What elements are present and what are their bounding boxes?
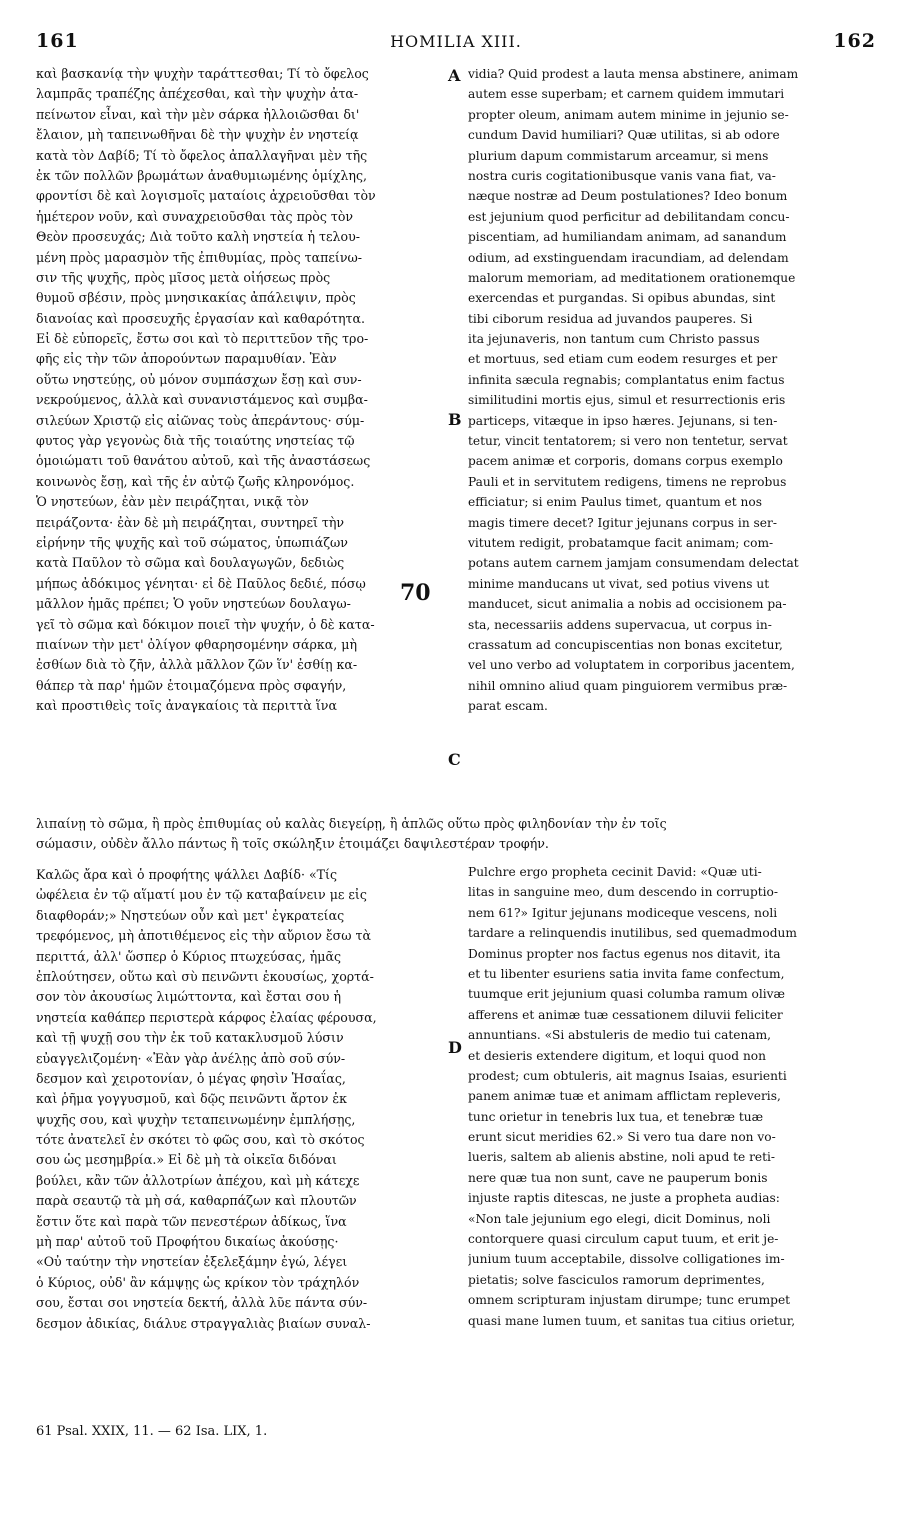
text-line: δεσμον καὶ χειροτονίαν, ὁ μέγας φησὶν Ἡσαΐας, [36,1070,346,1086]
text-line: vidia? Quid prodest a lauta mensa abstinere, animam [468,67,799,81]
text-line: lueris, saltem ab alienis abstine, noli apud te reti- [468,1150,776,1165]
text-line: κατὰ Παῦλον τὸ σῶμα καὶ δουλαγωγῶν, δεδιὼς [36,555,345,571]
text-line: θυμοῦ σβέσιν, πρὸς μνησικακίας ἀπάλειψιν, πρὸς [36,290,356,306]
text-line: γεῖ τὸ σῶμα καὶ δόκιμον ποιεῖ τὴν ψυχήν, ὁ δὲ κατα- [36,616,375,632]
text-line: injuste raptis ditescas, ne juste a propheta audias: [468,1191,780,1206]
text-line: nem 61?» Igitur jejunans modiceque vescens, noli [468,905,778,920]
text-line: autem esse superbam; et carnem quidem immutari [468,87,785,102]
text-line: particeps, vitæque in ipso hæres. Jejunans, si ten- [468,413,778,428]
text-line: λαμπρᾶς τραπέζης ἀπέχεσθαι, καὶ τὴν ψυχὴν ἀτα- [36,86,359,102]
text-line: ὠφέλεια ἐν τῷ αἵματί μου ἐν τῷ καταβαίνειν με εἰς [36,887,367,903]
text-line: βούλει, κἂν τῶν ἀλλοτρίων ἀπέχου, καὶ μὴ κάτεχε [36,1172,360,1188]
text-line: πείνωτον εἶναι, καὶ τὴν μὲν σάρκα ἠλλοιῶσθαι δι' [36,106,360,122]
text-line: ἐσθίων διὰ τὸ ζῆν, ἀλλὰ μᾶλλον ζῶν ἵν' ἐσθίῃ κα- [36,657,358,673]
text-line: καὶ τῇ ψυχῇ σου τὴν ἐκ τοῦ κατακλυσμοῦ λύσιν [36,1030,344,1046]
text-line: nere quæ tua non sunt, cave ne pauperum bonis [468,1170,768,1185]
latin-column-bottom [468,862,876,1331]
text-line: quasi mane lumen tuum, et sanitas tua citius orietur, [468,1313,796,1328]
text-line: sta, necessariis addens supervacua, ut corpus in- [468,617,772,632]
text-line: plurium dapum commistarum arceamur, si mens [468,148,769,163]
text-line: μᾶλλον ἡμᾶς πρέπει; Ὁ γοῦν νηστεύων δουλαγω- [36,596,351,612]
text-line: διανοίας καὶ προσευχῆς ἐργασίαν καὶ καθαρότητα. [36,310,365,326]
footnote: 61 Psal. XXIX, 11. — 62 Isa. LIX, 1. [36,1424,268,1439]
text-line: tibi ciborum residua ad juvandos pauperes. Si [468,311,753,326]
page-number-left: 161 [36,30,79,52]
column-number-70: 70 [400,580,431,606]
text-line: manducet, sicut animalia a nobis ad occisionem pa- [468,597,787,612]
text-line: νεκρούμενος, ἀλλὰ καὶ συνανιστάμενος καὶ συμβα- [36,392,368,408]
text-line: nostra curis cogitationibusque vanis vana fiat, va- [468,168,776,183]
text-line: et tu libenter esuriens satia invita fame confectum, [468,966,785,981]
text-line: παρὰ σεαυτῷ τὰ μὴ σά, καθαρπάζων καὶ πλουτῶν [36,1193,357,1209]
text-line: similitudini mortis ejus, simul et resurrectionis eris [468,393,786,408]
text-line: magis timere decet? Igitur jejunans corpus in ser- [468,515,777,530]
text-line: σώμασιν, οὐδὲν ἄλλο πάντως ἢ τοῖς σκώληξιν ἑτοιμάζει δαψιλεστέραν τροφήν. [36,836,549,852]
text-line: prodest; cum obtuleris, ait magnus Isaias, esurienti [468,1068,787,1083]
text-line: tuumque erit jejunium quasi columba ramum olivæ [468,987,785,1002]
text-line: Εἰ δὲ εὐπορεῖς, ἔστω σοι καὶ τὸ περιττεῦον τῆς τρο- [36,331,369,347]
text-line: φροντίσι δὲ καὶ λογισμοῖς ματαίοις ἀχρειοῦσθαι τὸν [36,188,376,204]
text-line: τρεφόμενος, μὴ ἀποτιθέμενος εἰς τὴν αὔριον ἔσω τὰ [36,928,371,944]
running-title: HOMILIA XIII. [390,32,522,51]
text-line: Pauli et in servitutem redigens, timens ne reprobus [468,474,787,489]
page-number-right: 162 [833,30,876,52]
text-line: ὁ Κύριος, οὐδ' ἂν κάμψῃς ὡς κρίκον τὸν τράχηλόν [36,1274,360,1290]
text-line: σου ὡς μεσημβρία.» Εἰ δὲ μὴ τὰ οἰκεῖα διδόναι [36,1152,337,1168]
section-marker-a: A [448,66,461,85]
page-header [36,30,876,62]
text-line: junium tuum acceptabile, dissolve colligationes im- [468,1252,785,1267]
text-line: πειράζοντα· ἐὰν δὲ μὴ πειράζηται, συντηρεῖ τὴν [36,514,345,530]
text-line: erunt sicut meridies 62.» Si vero tua dare non vo- [468,1130,776,1145]
text-line: efficiatur; si enim Paulus timet, quantum et nos [468,495,762,510]
text-line: propter oleum, animam autem minime in jejunio se- [468,107,789,122]
text-line: Pulchre ergo propheta cecinit David: «Quæ uti- [468,865,762,879]
text-line: afferens et animæ tuæ cessationem diluvii feliciter [468,1007,783,1022]
text-line: οὕτω νηστεύῃς, οὐ μόνον συμπάσχων ἔσῃ καὶ συν- [36,371,362,387]
text-line: Ὁ νηστεύων, ἐὰν μὲν πειράζηται, νικᾷ τὸν [36,494,309,510]
text-line: καὶ ῥῆμα γογγυσμοῦ, καὶ δῷς πεινῶντι ἄρτον ἐκ [36,1091,348,1107]
text-line: μὴ παρ' αὐτοῦ τοῦ Προφήτου δικαίως ἀκούσῃς· [36,1234,339,1250]
text-line: ψυχῆς σου, καὶ ψυχὴν τεταπεινωμένην ἐμπλήσῃς, [36,1111,356,1127]
text-line: σιν τῆς ψυχῆς, πρὸς μῖσος μετὰ οἰήσεως πρὸς [36,269,331,285]
text-line: σου, ἔσται σοι νηστεία δεκτή, ἀλλὰ λῦε πάντα σύν- [36,1295,368,1311]
latin-column-top [468,64,876,717]
text-line: panem animæ tuæ et animam afflictam repleveris, [468,1089,781,1104]
text-line: ἔλαιον, μὴ ταπεινωθῆναι δὲ τὴν ψυχὴν ἐν νηστείᾳ [36,127,359,143]
text-line: νηστεία καθάπερ περιστερὰ κάρφος ἐλαίας φέρουσα, [36,1009,377,1025]
text-line: næque nostræ ad Deum postulationes? Ideo bonum [468,189,788,204]
text-line: σιλεύων Χριστῷ εἰς αἰῶνας τοὺς ἀπεράντους· σύμ- [36,412,365,428]
section-marker-c: C [448,750,461,769]
text-line: κατὰ τὸν Δαβίδ; Τί τὸ ὄφελος ἀπαλλαγῆναι μὲν τῆς [36,147,368,163]
text-line: πιαίνων τὴν μετ' ὀλίγον φθαρησομένην σάρκα, μὴ [36,636,358,652]
text-line: nihil omnino aliud quam pinguiorem vermibus præ- [468,678,788,693]
text-line: ἡμέτερον νοῦν, καὶ συναχρειοῦσθαι τὰς πρὸς τὸν [36,208,354,224]
text-line: ita jejunaveris, non tantum cum Christo passus [468,332,760,347]
text-line: ἐπλούτησεν, οὕτω καὶ σὺ πεινῶντι ἑκουσίως, χορτά- [36,968,374,984]
text-line: crassatum ad concupiscentias non bonas excitetur, [468,637,783,652]
text-line: σον τὸν ἀκουσίως λιμώττοντα, καὶ ἔσται σου ἡ [36,989,342,1005]
text-line: Καλῶς ἄρα καὶ ὁ προφήτης ψάλλει Δαβίδ· «Τίς [36,867,338,882]
text-line: καὶ βασκανίᾳ τὴν ψυχὴν ταράττεσθαι; Τί τὸ ὄφελος [36,66,369,81]
section-marker-d: D [448,1038,462,1057]
text-line: pietatis; solve fasciculos ramorum deprimentes, [468,1272,765,1287]
text-line: δεσμον ἀδικίας, διάλυε στραγγαλιὰς βιαίων συναλ- [36,1315,371,1331]
text-line: cundum David humiliari? Quæ utilitas, si ab odore [468,128,780,143]
text-line: contorquere quasi circulum caput tuum, et erit je- [468,1232,779,1247]
text-line: φυτος γὰρ γεγονὼς διὰ τῆς τοιαύτης νηστείας τῷ [36,433,355,449]
text-line: καὶ προστιθεὶς τοῖς ἀναγκαίοις τὰ περιττὰ ἵνα [36,698,337,714]
text-line: exercendas et purgandas. Si opibus abundas, sint [468,291,776,306]
text-line: pacem animæ et corporis, domans corpus exemplo [468,454,783,469]
section-marker-b: B [448,410,462,429]
text-line: annuntians. «Si abstuleris de medio tui catenam, [468,1028,772,1043]
text-line: infinita sæcula regnabis; complantatus enim factus [468,372,785,387]
text-line: διαφθοράν;» Νηστεύων οὖν καὶ μετ' ἐγκρατείας [36,907,345,923]
greek-column-top [36,64,452,717]
text-line: vitutem redigit, probatamque facit animam; com- [468,535,774,550]
text-line: «Οὐ ταύτην τὴν νηστείαν ἐξελεξάμην ἐγώ, λέγει [36,1254,348,1270]
text-line: vel uno verbo ad voluptatem in corporibus jacentem, [468,658,795,673]
text-line: περιττά, ἀλλ' ὥσπερ ὁ Κύριος πτωχεύσας, ἡμᾶς [36,948,341,964]
text-line: κοινωνὸς ἔσῃ, καὶ τῆς ἐν αὐτῷ ζωῆς κληρονόμος. [36,473,355,489]
text-line: θάπερ τὰ παρ' ἡμῶν ἑτοιμαζόμενα πρὸς σφαγήν, [36,677,347,693]
text-line: ἐκ τῶν πολλῶν βρωμάτων ἀναθυμιωμένης ὁμίχλης, [36,167,367,183]
text-line: odium, ad exstinguendam iracundiam, ad delendam [468,250,789,265]
text-line: parat escam. [468,699,548,714]
text-line: ὁμοιώματι τοῦ θανάτου αὐτοῦ, καὶ τῆς ἀναστάσεως [36,453,371,469]
text-line: omnem scripturam injustam dirumpe; tunc erumpet [468,1293,791,1308]
text-line: tetur, vincit tentatorem; si vero non tentetur, servat [468,434,788,449]
text-line: Θεὸν προσευχάς; Διὰ τοῦτο καλὴ νηστεία ἡ τελου- [36,229,361,245]
greek-column-bottom [36,865,452,1334]
text-line: tunc orietur in tenebris lux tua, et tenebræ tuæ [468,1109,764,1124]
text-line: tardare a relinquendis inutilibus, sed quemadmodum [468,926,797,941]
full-width-lines [36,814,876,855]
text-line: εὐαγγελιζομένη· «Ἐὰν γὰρ ἀνέλῃς ἀπὸ σοῦ σύν- [36,1050,346,1066]
text-line: et desieris extendere digitum, et loqui quod non [468,1048,766,1063]
text-line: malorum memoriam, ad meditationem orationemque [468,270,796,285]
text-line: Dominus propter nos factus egenus nos ditavit, ita [468,946,781,961]
text-line: εἰρήνην τῆς ψυχῆς καὶ τοῦ σώματος, ὑπωπιάζων [36,534,348,550]
text-line: potans autem carnem jamjam consumendam delectat [468,556,799,571]
text-line: λιπαίνῃ τὸ σῶμα, ἢ πρὸς ἐπιθυμίας οὐ καλὰς διεγείρῃ, ἢ ἁπλῶς οὕτω πρὸς φιληδονίαν τὴν ἐν τοῖς [36,816,667,831]
text-line: φῆς εἰς τὴν τῶν ἀπορούντων παραμυθίαν. Ἐὰν [36,351,337,367]
text-line: ἔστιν ὅτε καὶ παρὰ τῶν πενεστέρων ἀδίκως, ἵνα [36,1213,347,1229]
text-line: est jejunium quod perficitur ad debilitandam concu- [468,209,790,224]
text-line: litas in sanguine meo, dum descendo in corruptio- [468,885,779,900]
text-line: μένη πρὸς μαρασμὸν τῆς ἐπιθυμίας, πρὸς ταπείνω- [36,249,363,265]
text-line: «Non tale jejunium ego elegi, dicit Dominus, noli [468,1211,771,1226]
text-line: τότε ἀνατελεῖ ἐν σκότει τὸ φῶς σου, καὶ τὸ σκότος [36,1132,365,1148]
text-line: μήπως ἀδόκιμος γένηται· εἰ δὲ Παῦλος δεδιέ, πόσῳ [36,575,366,591]
text-line: et mortuus, sed etiam cum eodem resurges et per [468,352,778,367]
text-line: minime manducans ut vivat, sed potius vivens ut [468,576,770,591]
text-line: piscentiam, ad humiliandam animam, ad sanandum [468,230,787,245]
